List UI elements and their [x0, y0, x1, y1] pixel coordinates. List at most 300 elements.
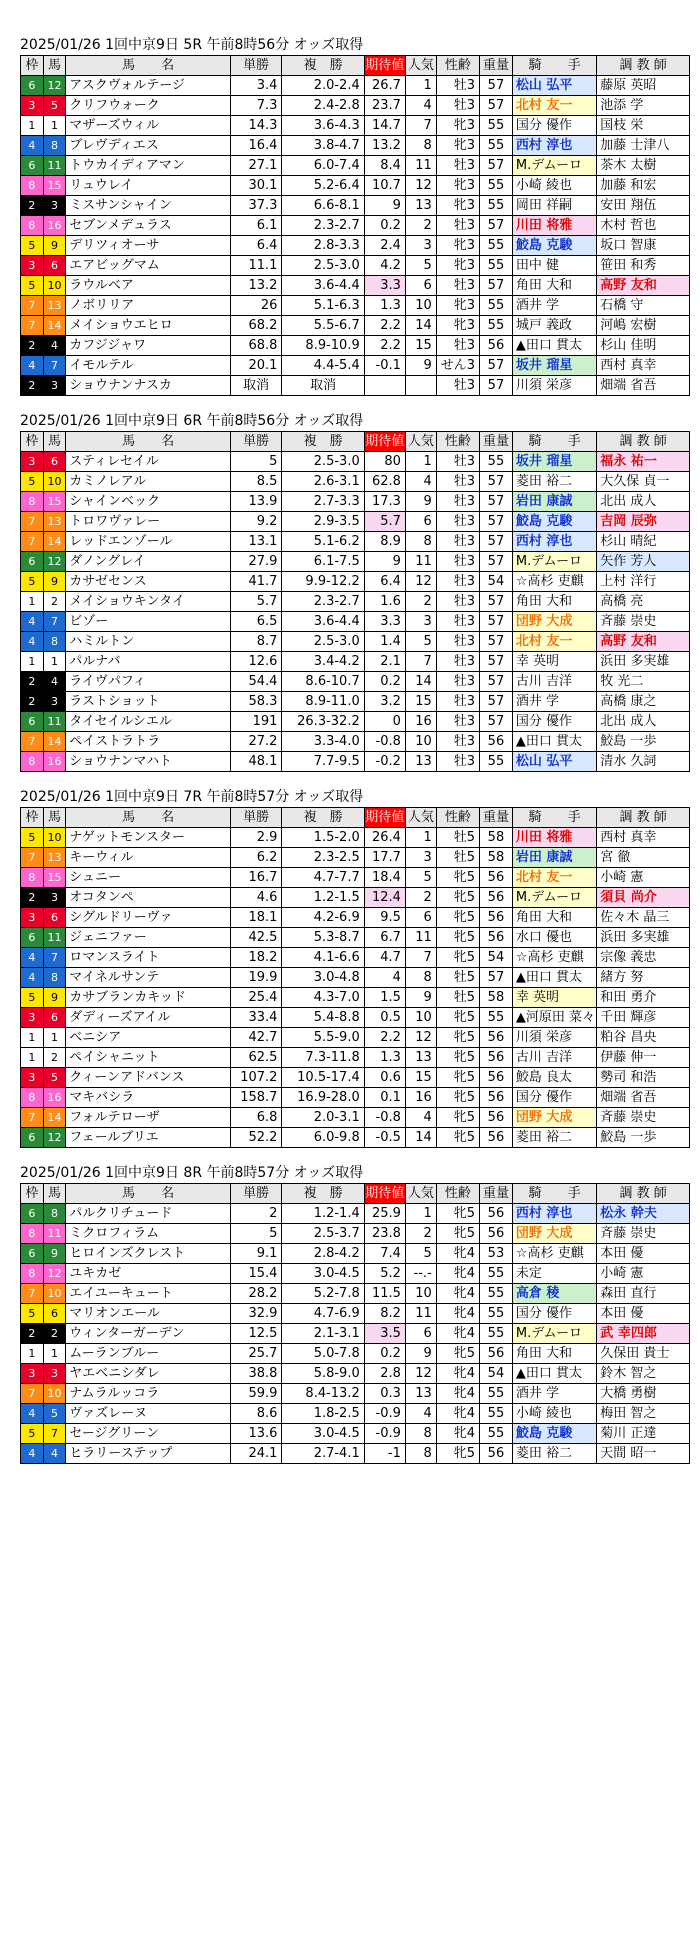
popularity: 14	[405, 672, 436, 692]
win-odds: 41.7	[230, 572, 281, 592]
jockey: 角田 大和	[512, 592, 596, 612]
horse-number: 2	[43, 1324, 66, 1344]
horse-number: 8	[43, 136, 66, 156]
sex-age: 牡3	[436, 752, 479, 772]
table-row	[21, 176, 690, 196]
trainer: 浜田 多実雄	[597, 928, 690, 948]
frame-number: 3	[21, 1008, 44, 1028]
odds-table	[20, 55, 690, 396]
win-odds: 8.6	[230, 1404, 281, 1424]
jockey: 小崎 綾也	[512, 176, 596, 196]
expected-value: 4.7	[364, 948, 405, 968]
horse-number: 3	[43, 692, 66, 712]
trainer: 大久保 貞一	[597, 472, 690, 492]
jockey: ☆高杉 吏麒	[512, 1244, 596, 1264]
place-odds: 4.7-7.7	[282, 868, 364, 888]
popularity: 15	[405, 336, 436, 356]
popularity: 8	[405, 1424, 436, 1444]
trainer: 松永 幹夫	[597, 1204, 690, 1224]
sex-age: 牡3	[436, 216, 479, 236]
jockey: ▲田口 貫太	[512, 1364, 596, 1384]
weight: 57	[479, 552, 512, 572]
column-header: 調 教 師	[597, 56, 690, 76]
table-row	[21, 336, 690, 356]
frame-number: 5	[21, 572, 44, 592]
popularity: 3	[405, 236, 436, 256]
weight: 55	[479, 1264, 512, 1284]
weight: 56	[479, 336, 512, 356]
frame-number: 1	[21, 1028, 44, 1048]
place-odds: 8.9-11.0	[282, 692, 364, 712]
column-header: 騎 手	[512, 432, 596, 452]
expected-value: 6.4	[364, 572, 405, 592]
place-odds: 1.8-2.5	[282, 1404, 364, 1424]
horse-name: メイショウキンタイ	[66, 592, 231, 612]
jockey: 坂井 瑠星	[512, 356, 596, 376]
popularity: 5	[405, 256, 436, 276]
expected-value: 9	[364, 196, 405, 216]
trainer: 斉藤 崇史	[597, 1108, 690, 1128]
expected-value: 0.2	[364, 672, 405, 692]
place-odds: 6.0-7.4	[282, 156, 364, 176]
expected-value: 3.5	[364, 1324, 405, 1344]
horse-number: 7	[43, 948, 66, 968]
column-header: 調 教 師	[597, 432, 690, 452]
jockey: 北村 友一	[512, 868, 596, 888]
expected-value: 9	[364, 552, 405, 572]
weight: 55	[479, 1304, 512, 1324]
trainer: 梅田 智之	[597, 1404, 690, 1424]
weight: 57	[479, 632, 512, 652]
table-row	[21, 532, 690, 552]
frame-number: 1	[21, 592, 44, 612]
place-odds: 5.5-6.7	[282, 316, 364, 336]
horse-name: ナゲットモンスター	[66, 828, 231, 848]
expected-value: -0.1	[364, 356, 405, 376]
win-odds: 27.9	[230, 552, 281, 572]
column-header: 騎 手	[512, 56, 596, 76]
place-odds: 3.0-4.8	[282, 968, 364, 988]
sex-age: 牡3	[436, 592, 479, 612]
place-odds: 2.5-3.0	[282, 452, 364, 472]
weight: 55	[479, 1424, 512, 1444]
win-odds: 25.4	[230, 988, 281, 1008]
win-odds: 7.3	[230, 96, 281, 116]
jockey: ▲河原田 菜々	[512, 1008, 596, 1028]
sex-age: 牡3	[436, 632, 479, 652]
place-odds: 1.5-2.0	[282, 828, 364, 848]
place-odds: 16.9-28.0	[282, 1088, 364, 1108]
horse-name: イモルテル	[66, 356, 231, 376]
column-header: 人気	[405, 56, 436, 76]
expected-value: 2.2	[364, 1028, 405, 1048]
weight: 55	[479, 136, 512, 156]
frame-number: 2	[21, 336, 44, 356]
expected-value: 5.2	[364, 1264, 405, 1284]
trainer: 菊川 正達	[597, 1424, 690, 1444]
horse-name: ウィンターガーデン	[66, 1324, 231, 1344]
table-row	[21, 452, 690, 472]
expected-value: -0.8	[364, 732, 405, 752]
sex-age: 牡3	[436, 672, 479, 692]
table-row	[21, 1344, 690, 1364]
place-odds: 2.3-2.7	[282, 592, 364, 612]
jockey: 岩田 康誠	[512, 492, 596, 512]
horse-number: 10	[43, 276, 66, 296]
horse-name: クィーンアドバンス	[66, 1068, 231, 1088]
race-block	[20, 411, 690, 772]
horse-name: メイショウエヒロ	[66, 316, 231, 336]
odds-table	[20, 431, 690, 772]
place-odds: 8.6-10.7	[282, 672, 364, 692]
table-row	[21, 1028, 690, 1048]
frame-number: 3	[21, 96, 44, 116]
trainer: 安田 翔伍	[597, 196, 690, 216]
trainer: 和田 勇介	[597, 988, 690, 1008]
horse-number: 10	[43, 828, 66, 848]
horse-name: アスクヴォルテージ	[66, 76, 231, 96]
win-odds: 14.3	[230, 116, 281, 136]
sex-age: 牝4	[436, 1424, 479, 1444]
frame-number: 1	[21, 1344, 44, 1364]
win-odds: 9.2	[230, 512, 281, 532]
win-odds: 58.3	[230, 692, 281, 712]
place-odds: 5.3-8.7	[282, 928, 364, 948]
horse-name: ダノングレイ	[66, 552, 231, 572]
win-odds: 6.4	[230, 236, 281, 256]
weight: 56	[479, 888, 512, 908]
weight: 55	[479, 1384, 512, 1404]
frame-number: 8	[21, 176, 44, 196]
win-odds: 12.6	[230, 652, 281, 672]
jockey: 松山 弘平	[512, 76, 596, 96]
weight: 55	[479, 176, 512, 196]
table-row	[21, 732, 690, 752]
frame-number: 6	[21, 1128, 44, 1148]
expected-value: 23.7	[364, 96, 405, 116]
weight: 55	[479, 296, 512, 316]
race-block	[20, 1163, 690, 1464]
expected-value: 1.5	[364, 988, 405, 1008]
win-odds: 8.7	[230, 632, 281, 652]
horse-name: ヤエベニシダレ	[66, 1364, 231, 1384]
trainer: 河嶋 宏樹	[597, 316, 690, 336]
popularity: 1	[405, 452, 436, 472]
horse-name: パルナバ	[66, 652, 231, 672]
win-odds: 27.2	[230, 732, 281, 752]
win-odds: 28.2	[230, 1284, 281, 1304]
weight: 57	[479, 276, 512, 296]
sex-age: 牡3	[436, 472, 479, 492]
place-odds: 7.7-9.5	[282, 752, 364, 772]
sex-age: 牝4	[436, 1244, 479, 1264]
weight: 56	[479, 1028, 512, 1048]
jockey: 松山 弘平	[512, 752, 596, 772]
frame-number: 4	[21, 356, 44, 376]
place-odds: 3.8-4.7	[282, 136, 364, 156]
jockey: 川須 栄彦	[512, 376, 596, 396]
horse-name: ジェニファー	[66, 928, 231, 948]
place-odds: 2.5-3.7	[282, 1224, 364, 1244]
frame-number: 5	[21, 828, 44, 848]
column-header: 枠	[21, 56, 44, 76]
column-header: 単勝	[230, 432, 281, 452]
weight: 55	[479, 256, 512, 276]
horse-name: エアビッグマム	[66, 256, 231, 276]
place-odds: 6.6-8.1	[282, 196, 364, 216]
frame-number: 8	[21, 492, 44, 512]
jockey: 古川 吉洋	[512, 1048, 596, 1068]
weight: 55	[479, 1404, 512, 1424]
trainer: 北出 成人	[597, 492, 690, 512]
weight: 55	[479, 452, 512, 472]
horse-number: 16	[43, 1088, 66, 1108]
place-odds: 4.3-7.0	[282, 988, 364, 1008]
trainer: 国枝 栄	[597, 116, 690, 136]
sex-age: 牝5	[436, 928, 479, 948]
expected-value: 3.3	[364, 276, 405, 296]
expected-value: 23.8	[364, 1224, 405, 1244]
weight: 57	[479, 376, 512, 396]
weight: 55	[479, 236, 512, 256]
trainer: 高野 友和	[597, 276, 690, 296]
place-odds: 2.3-2.5	[282, 848, 364, 868]
sex-age: 牡3	[436, 336, 479, 356]
frame-number: 5	[21, 1304, 44, 1324]
horse-name: エイユーキュート	[66, 1284, 231, 1304]
table-row	[21, 136, 690, 156]
place-odds: 7.3-11.8	[282, 1048, 364, 1068]
popularity: 16	[405, 1088, 436, 1108]
race-title: 2025/01/26 1回中京9日 7R 午前8時57分 オッズ取得	[20, 789, 364, 805]
sex-age: 牡3	[436, 156, 479, 176]
horse-number: 14	[43, 732, 66, 752]
horse-name: ベニシア	[66, 1028, 231, 1048]
horse-number: 9	[43, 572, 66, 592]
weight: 57	[479, 96, 512, 116]
header-row	[21, 808, 690, 828]
sex-age: 牡5	[436, 968, 479, 988]
sex-age: 牡3	[436, 692, 479, 712]
horse-number: 14	[43, 1108, 66, 1128]
place-odds: 8.9-10.9	[282, 336, 364, 356]
sex-age: 牝5	[436, 868, 479, 888]
expected-value: 26.4	[364, 828, 405, 848]
horse-number: 15	[43, 868, 66, 888]
horse-number: 15	[43, 176, 66, 196]
weight: 56	[479, 1088, 512, 1108]
popularity: 2	[405, 592, 436, 612]
expected-value: 1.6	[364, 592, 405, 612]
jockey: 国分 優作	[512, 116, 596, 136]
place-odds: 5.1-6.2	[282, 532, 364, 552]
horse-name: トロワヴァレー	[66, 512, 231, 532]
trainer: 加藤 士津八	[597, 136, 690, 156]
popularity: 14	[405, 316, 436, 336]
frame-number: 3	[21, 256, 44, 276]
jockey: 古川 吉洋	[512, 672, 596, 692]
column-header: 馬	[43, 808, 66, 828]
jockey: 団野 大成	[512, 612, 596, 632]
popularity: 7	[405, 652, 436, 672]
sex-age: 牡5	[436, 988, 479, 1008]
table-row	[21, 948, 690, 968]
jockey: 国分 優作	[512, 1304, 596, 1324]
expected-value: 8.4	[364, 156, 405, 176]
place-odds: 2.0-3.1	[282, 1108, 364, 1128]
horse-name: セブンメデュラス	[66, 216, 231, 236]
weight: 56	[479, 732, 512, 752]
trainer: 茶木 太樹	[597, 156, 690, 176]
weight: 57	[479, 512, 512, 532]
sex-age: 牝3	[436, 196, 479, 216]
table-row	[21, 1364, 690, 1384]
frame-number: 5	[21, 1424, 44, 1444]
win-odds: 54.4	[230, 672, 281, 692]
sex-age: 牡3	[436, 376, 479, 396]
sex-age: 牝5	[436, 1128, 479, 1148]
sex-age: 牡5	[436, 848, 479, 868]
trainer: 杉山 晴紀	[597, 532, 690, 552]
place-odds: 2.4-2.8	[282, 96, 364, 116]
weight: 55	[479, 1324, 512, 1344]
table-row	[21, 652, 690, 672]
horse-name: ハミルトン	[66, 632, 231, 652]
sex-age: 牝5	[436, 948, 479, 968]
expected-value: 2.4	[364, 236, 405, 256]
jockey: 団野 大成	[512, 1108, 596, 1128]
weight: 57	[479, 692, 512, 712]
expected-value: 25.9	[364, 1204, 405, 1224]
place-odds: 2.6-3.1	[282, 472, 364, 492]
horse-number: 8	[43, 968, 66, 988]
expected-value: 6.7	[364, 928, 405, 948]
jockey: 酒井 学	[512, 692, 596, 712]
jockey: 水口 優也	[512, 928, 596, 948]
weight: 55	[479, 316, 512, 336]
popularity: 4	[405, 1108, 436, 1128]
expected-value: 0	[364, 712, 405, 732]
table-row	[21, 1244, 690, 1264]
place-odds: 2.3-2.7	[282, 216, 364, 236]
expected-value: 2.8	[364, 1364, 405, 1384]
table-row	[21, 296, 690, 316]
sex-age: 牝5	[436, 908, 479, 928]
weight: 57	[479, 156, 512, 176]
popularity: 5	[405, 632, 436, 652]
popularity: 10	[405, 1284, 436, 1304]
jockey: 菱田 裕二	[512, 472, 596, 492]
horse-number: 11	[43, 156, 66, 176]
place-odds: 4.7-6.9	[282, 1304, 364, 1324]
column-header: 馬 名	[66, 432, 231, 452]
horse-number: 14	[43, 316, 66, 336]
trainer: 宗像 義忠	[597, 948, 690, 968]
jockey: 川田 将雅	[512, 216, 596, 236]
frame-number: 4	[21, 1444, 44, 1464]
win-odds: 3.4	[230, 76, 281, 96]
frame-number: 4	[21, 136, 44, 156]
win-odds: 62.5	[230, 1048, 281, 1068]
win-odds: 32.9	[230, 1304, 281, 1324]
sex-age: 牡3	[436, 512, 479, 532]
horse-number: 3	[43, 1364, 66, 1384]
table-row	[21, 1088, 690, 1108]
popularity: 12	[405, 176, 436, 196]
column-header: 人気	[405, 1184, 436, 1204]
frame-number: 7	[21, 316, 44, 336]
trainer: 上村 洋行	[597, 572, 690, 592]
table-row	[21, 196, 690, 216]
column-header: 単勝	[230, 56, 281, 76]
jockey: 西村 淳也	[512, 532, 596, 552]
frame-number: 8	[21, 1224, 44, 1244]
weight: 56	[479, 1108, 512, 1128]
sex-age: 牝5	[436, 1028, 479, 1048]
horse-number: 13	[43, 296, 66, 316]
weight: 56	[479, 1128, 512, 1148]
expected-value: 0.2	[364, 216, 405, 236]
table-row	[21, 1424, 690, 1444]
jockey: ▲田口 貫太	[512, 336, 596, 356]
trainer: 本田 優	[597, 1244, 690, 1264]
sex-age: 牝3	[436, 296, 479, 316]
weight: 57	[479, 532, 512, 552]
popularity: 2	[405, 1224, 436, 1244]
win-odds: 16.7	[230, 868, 281, 888]
horse-name: スティレセイル	[66, 452, 231, 472]
table-row	[21, 888, 690, 908]
horse-name: ライヴパフィ	[66, 672, 231, 692]
popularity: 10	[405, 732, 436, 752]
win-odds: 38.8	[230, 1364, 281, 1384]
popularity: 8	[405, 968, 436, 988]
horse-number: 9	[43, 1244, 66, 1264]
frame-number: 6	[21, 928, 44, 948]
jockey: 高倉 稜	[512, 1284, 596, 1304]
table-row	[21, 672, 690, 692]
column-header: 期待値	[364, 1184, 405, 1204]
expected-value: -0.2	[364, 752, 405, 772]
horse-name: ショウナンナスカ	[66, 376, 231, 396]
horse-name: ヒロインズクレスト	[66, 1244, 231, 1264]
horse-name: ヴァズレーヌ	[66, 1404, 231, 1424]
jockey: 北村 友一	[512, 632, 596, 652]
table-row	[21, 572, 690, 592]
place-odds: 8.4-13.2	[282, 1384, 364, 1404]
win-odds: 24.1	[230, 1444, 281, 1464]
trainer: 小崎 憲	[597, 1264, 690, 1284]
win-odds: 6.2	[230, 848, 281, 868]
table-row	[21, 1404, 690, 1424]
horse-number: 6	[43, 1008, 66, 1028]
win-odds: 42.5	[230, 928, 281, 948]
place-odds: 2.8-4.2	[282, 1244, 364, 1264]
popularity: 6	[405, 908, 436, 928]
race-title: 2025/01/26 1回中京9日 5R 午前8時56分 オッズ取得	[20, 37, 364, 53]
table-row	[21, 1108, 690, 1128]
jockey: 団野 大成	[512, 1224, 596, 1244]
expected-value: 26.7	[364, 76, 405, 96]
race-title: 2025/01/26 1回中京9日 6R 午前8時56分 オッズ取得	[20, 413, 364, 429]
popularity: 12	[405, 1028, 436, 1048]
expected-value: -0.5	[364, 1128, 405, 1148]
jockey: M.デムーロ	[512, 156, 596, 176]
trainer: 福永 祐一	[597, 452, 690, 472]
trainer: 須貝 尚介	[597, 888, 690, 908]
table-row	[21, 988, 690, 1008]
horse-number: 4	[43, 1444, 66, 1464]
